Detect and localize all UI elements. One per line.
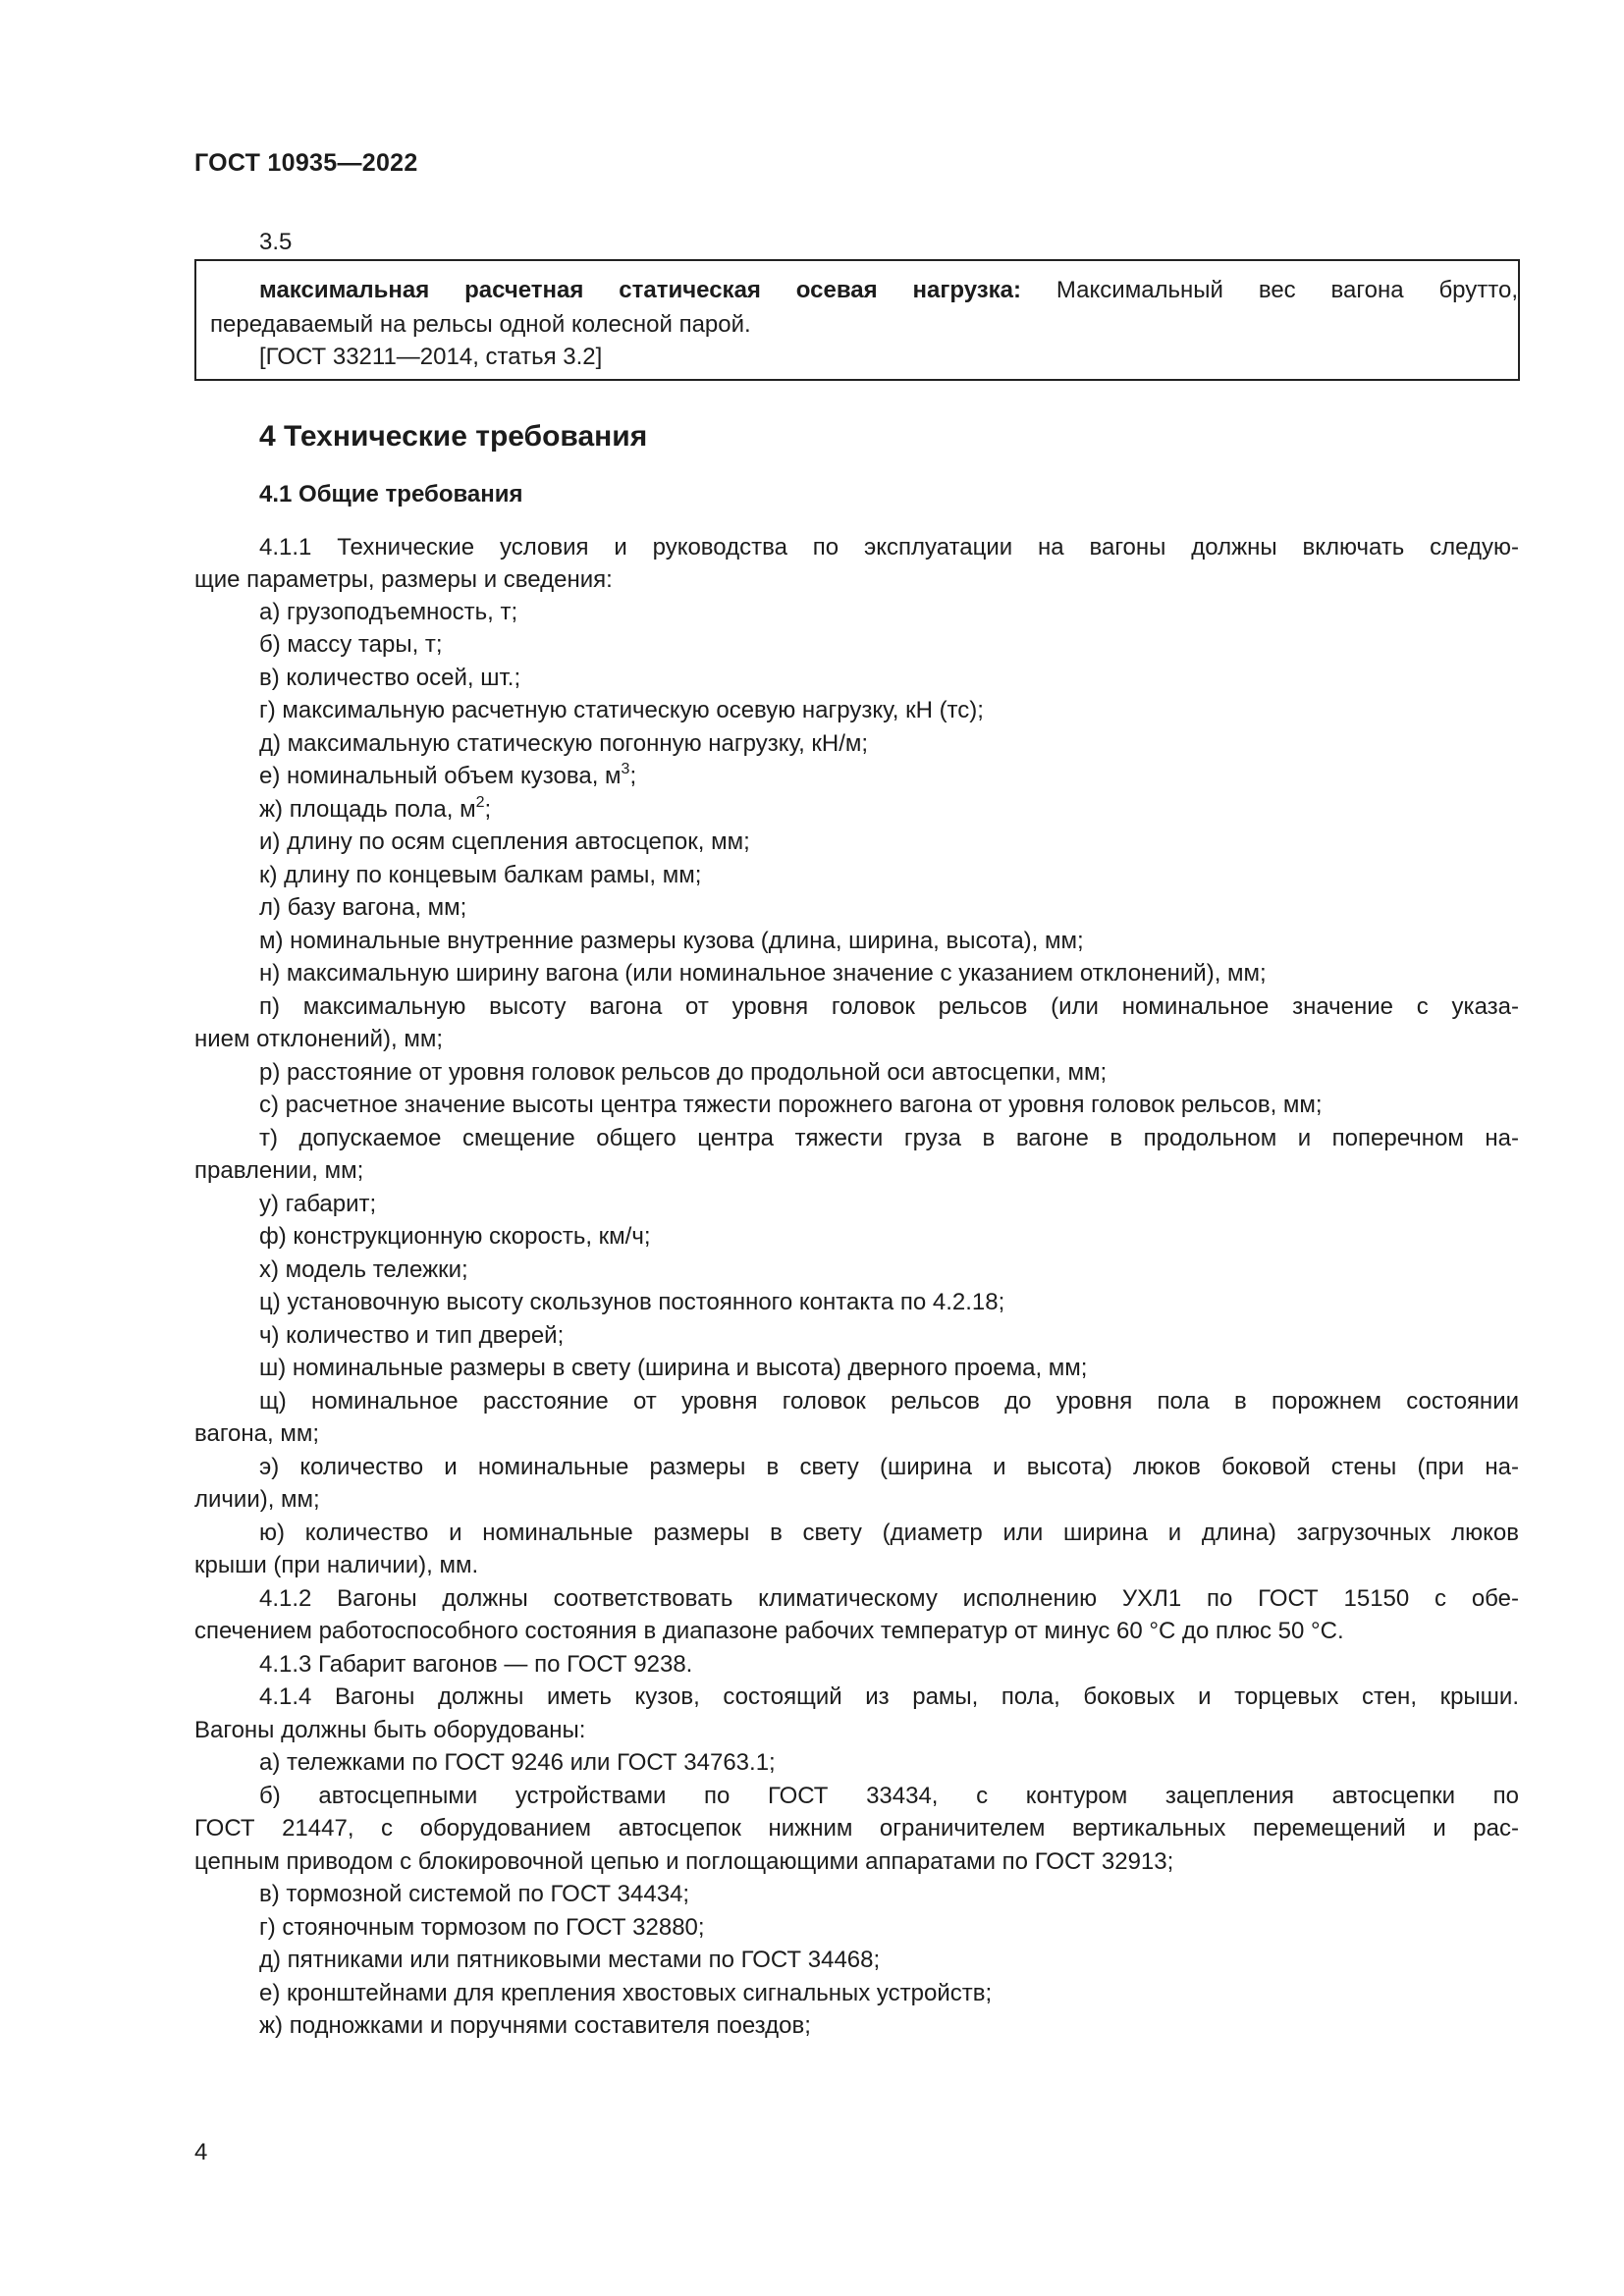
list-item-d: д) максимальную статическую погонную нагрузку, кН/м; [259, 730, 869, 757]
list-item-shch-line-1: щ) номинальное расстояние от уровня головок рельсов до уровня пола в порожнем состоянии [259, 1388, 1519, 1415]
term-source: [ГОСТ 33211—2014, статья 3.2] [259, 344, 603, 370]
list-item-v: в) количество осей, шт.; [259, 665, 521, 691]
document-code-header: ГОСТ 10935—2022 [194, 149, 418, 177]
list-item-ee-line-2: личии), мм; [194, 1486, 320, 1513]
superscript-cubed: 3 [621, 761, 630, 777]
list-item-sh: ш) номинальные размеры в свету (ширина и высота) дверного проема, мм; [259, 1355, 1088, 1381]
list-item-t-line-1: т) допускаемое смещение общего центра тяжести груза в вагоне в продольном и поперечном на- [259, 1125, 1519, 1151]
list-item-l: л) базу вагона, мм; [259, 894, 467, 921]
list-item-ch: ч) количество и тип дверей; [259, 1322, 565, 1349]
list-item-r: р) расстояние от уровня головок рельсов до продольной оси автосцепки, мм; [259, 1059, 1108, 1086]
superscript-squared: 2 [475, 794, 485, 811]
term-definition-part-2: передаваемый на рельсы одной колесной парой. [210, 311, 751, 338]
list-item-n: н) максимальную ширину вагона (или номинальное значение с указанием отклонений), мм; [259, 960, 1267, 987]
equipment-item-zh: ж) подножками и поручнями составителя поездов; [259, 2012, 811, 2039]
equipment-item-b-line-3: цепным приводом с блокировочной цепью и поглощающими аппаратами по ГОСТ 32913; [194, 1848, 1174, 1875]
paragraph-4-1-4-line-2: Вагоны должны быть оборудованы: [194, 1717, 586, 1743]
list-item-ts: ц) установочную высоту скользунов постоянного контакта по 4.2.18; [259, 1289, 1005, 1315]
list-item-m: м) номинальные внутренние размеры кузова (длина, ширина, высота), мм; [259, 928, 1084, 954]
equipment-item-a: а) тележками по ГОСТ 9246 или ГОСТ 34763.1; [259, 1749, 776, 1776]
equipment-item-b-line-1: б) автосцепными устройствами по ГОСТ 33434, с контуром зацепления автосцепки по [259, 1783, 1519, 1809]
list-item-zh-text: ж) площадь пола, м [259, 796, 476, 823]
equipment-item-e: е) кронштейнами для крепления хвостовых сигнальных устройств; [259, 1980, 993, 2006]
equipment-item-v: в) тормозной системой по ГОСТ 34434; [259, 1881, 690, 1907]
list-item-b: б) массу тары, т; [259, 631, 443, 658]
subsection-title: 4.1 Общие требования [259, 481, 523, 507]
list-item-t-line-2: правлении, мм; [194, 1157, 364, 1184]
list-item-yu-line-2: крыши (при наличии), мм. [194, 1552, 479, 1578]
list-item-u: у) габарит; [259, 1191, 377, 1217]
list-item-ee-line-1: э) количество и номинальные размеры в свету (ширина и высота) люков боковой стены (при на- [259, 1454, 1519, 1480]
paragraph-4-1-2-line-2: спечением работоспособного состояния в диапазоне рабочих температур от минус 60 °С до плюс 50 °С. [194, 1618, 1344, 1644]
list-item-g: г) максимальную расчетную статическую осевую нагрузку, кН (тс); [259, 697, 984, 723]
section-title: 4 Технические требования [259, 420, 648, 453]
term-name: максимальная расчетная статическая осевая нагрузка: [259, 277, 1022, 303]
paragraph-4-1-1-line-1: 4.1.1 Технические условия и руководства по эксплуатации на вагоны должны включать следую- [259, 534, 1519, 561]
list-item-k: к) длину по концевым балкам рамы, мм; [259, 862, 702, 888]
term-number: 3.5 [259, 229, 293, 255]
list-item-a: а) грузоподъемность, т; [259, 599, 518, 625]
list-item-kh: х) модель тележки; [259, 1256, 468, 1283]
equipment-item-b-line-2: ГОСТ 21447, с оборудованием автосцепок нижним ограничителем вертикальных перемещений и рас- [194, 1815, 1519, 1842]
term-line-1 [259, 277, 1518, 304]
paragraph-4-1-3: 4.1.3 Габарит вагонов — по ГОСТ 9238. [259, 1651, 693, 1678]
paragraph-4-1-4-line-1: 4.1.4 Вагоны должны иметь кузов, состоящий из рамы, пола, боковых и торцевых стен, крыши. [259, 1683, 1519, 1710]
equipment-item-g: г) стояночным тормозом по ГОСТ 32880; [259, 1914, 705, 1941]
page-number: 4 [194, 2139, 208, 2165]
list-item-e-end: ; [629, 763, 637, 789]
list-item-yu-line-1: ю) количество и номинальные размеры в свету (диаметр или ширина и длина) загрузочных люков [259, 1520, 1519, 1546]
term-definition-part-1: Максимальный вес вагона брутто, [1056, 277, 1518, 303]
term-definition-box [194, 259, 1520, 381]
paragraph-4-1-2-line-1: 4.1.2 Вагоны должны соответствовать климатическому исполнению УХЛ1 по ГОСТ 15150 с обе- [259, 1585, 1519, 1612]
list-item-f: ф) конструкционную скорость, км/ч; [259, 1223, 651, 1250]
list-item-shch-line-2: вагона, мм; [194, 1420, 320, 1447]
list-item-i: и) длину по осям сцепления автосцепок, мм; [259, 828, 750, 855]
equipment-item-d: д) пятниками или пятниковыми местами по ГОСТ 34468; [259, 1947, 881, 1973]
list-item-s: с) расчетное значение высоты центра тяжести порожнего вагона от уровня головок рельсов, мм; [259, 1092, 1323, 1118]
list-item-p-line-1: п) максимальную высоту вагона от уровня головок рельсов (или номинальное значение с указа- [259, 993, 1519, 1020]
list-item-e-text: е) номинальный объем кузова, м [259, 763, 622, 789]
list-item-p-line-2: нием отклонений), мм; [194, 1026, 444, 1052]
list-item-e [259, 762, 636, 791]
list-item-zh [259, 795, 491, 825]
paragraph-4-1-1-line-2: щие параметры, размеры и сведения: [194, 566, 613, 593]
list-item-zh-end: ; [484, 796, 492, 823]
